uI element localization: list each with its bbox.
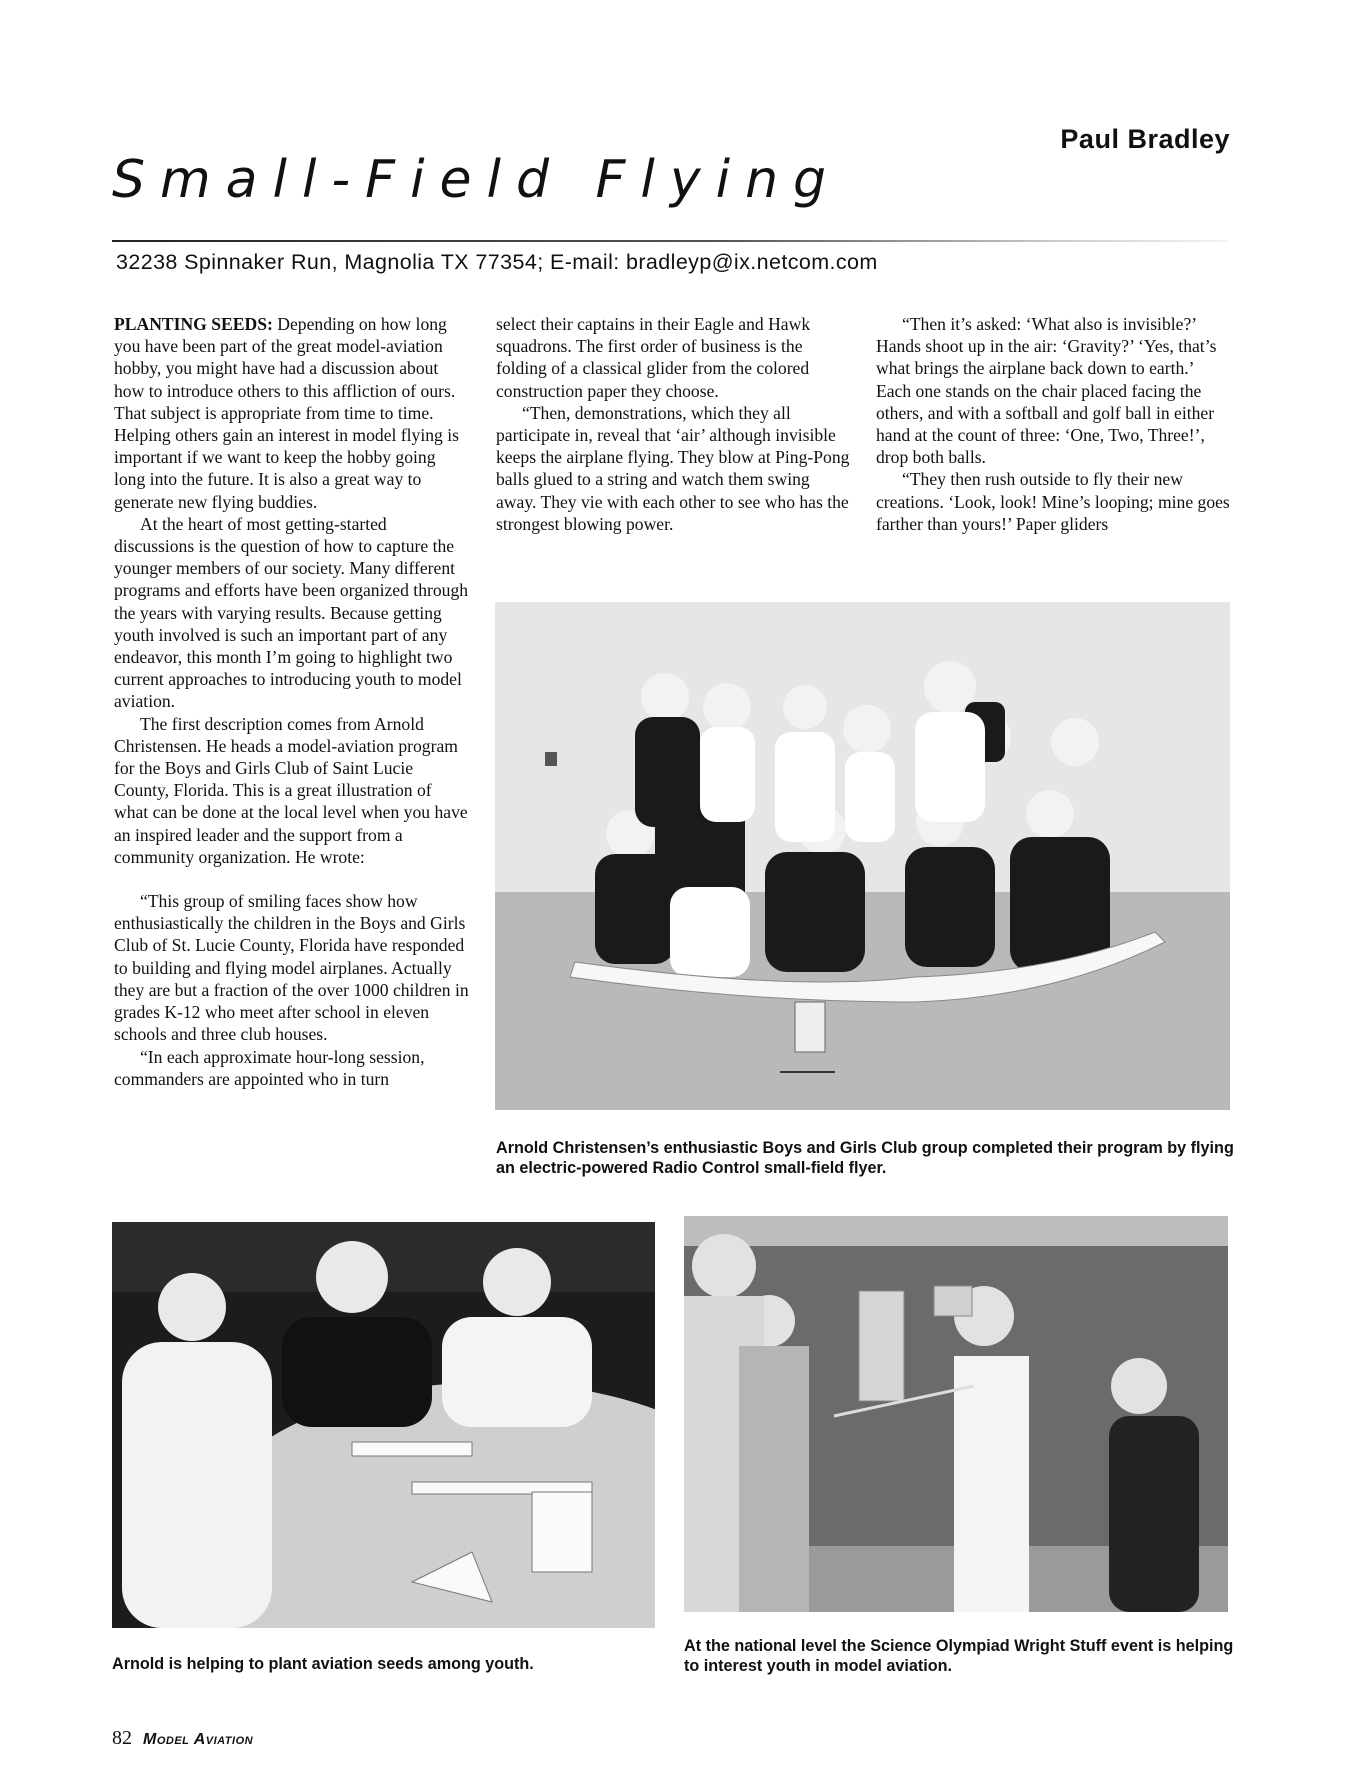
paragraph: “This group of smiling faces show how enthusiastically the children in the Boys and Girls Club of St. Lucie County, Florida have responded to building and flying model airplanes. Actually they are but a fraction of the over 1000 children in grades K-12 who meet after school in eleven schools and three club houses. xyxy=(114,891,469,1045)
olympiad-photo xyxy=(684,1216,1228,1612)
photo-caption-left: Arnold is helping to plant aviation seeds among youth. xyxy=(112,1655,534,1673)
page-number: 82 xyxy=(112,1727,132,1749)
paragraph: “Then it’s asked: ‘What also is invisible?’ Hands shoot up in the air: ‘Gravity?’ ‘Yes, that’s what brings the airplane back down to earth.’ Each one stands on the chair placed facing the others, and with a softball and golf ball in either hand at the count of three: ‘One, Two, Three!’, drop both balls. xyxy=(876,314,1217,468)
paragraph: At the heart of most getting-started discussions is the question of how to capture the younger members of our society. Many different programs and efforts have been organized through the years with varying results. Because getting youth involved is such an important part of any endeavor, this month I’m going to highlight two current approaches to introducing youth to model aviation. xyxy=(114,513,469,712)
paragraph: “Then, demonstrations, which they all participate in, reveal that ‘air’ although invisible keeps the airplane flying. They blow at Ping-Pong balls glued to a string and watch them swing away. They vie with each other to see who has the strongest blowing power. xyxy=(496,402,850,534)
paragraph: “They then rush outside to fly their new creations. ‘Look, look! Mine’s looping; mine goes farther than yours!’ Paper gliders xyxy=(876,469,1230,534)
title-rule xyxy=(112,240,1228,242)
paragraph: select their captains in their Eagle and Hawk squadrons. The first order of business is the folding of a classical glider from the colored construction paper they choose. xyxy=(496,314,811,401)
group-photo xyxy=(495,602,1230,1110)
table-photo xyxy=(112,1222,655,1628)
author-address: 32238 Spinnaker Run, Magnolia TX 77354; E-mail: bradleyp@ix.netcom.com xyxy=(116,250,878,274)
photo-caption-right: At the national level the Science Olympiad Wright Stuff event is helping to interest youth in model aviation. xyxy=(684,1637,1234,1675)
article-title: Small-Field Flying xyxy=(112,150,842,210)
section-lead: PLANTING SEEDS: xyxy=(114,314,273,334)
publication-name: Model Aviation xyxy=(143,1731,254,1748)
text-column-1 xyxy=(114,313,470,1090)
text-column-3 xyxy=(876,313,1232,535)
paragraph: The first description comes from Arnold Christensen. He heads a model-aviation program for the Boys and Girls Club of Saint Lucie County, Florida. This is a great illustration of what can be done at the local level when you have an inspired leader and the support from a community organization. He wrote: xyxy=(114,713,468,867)
page-footer xyxy=(112,1727,253,1750)
paragraph: “In each approximate hour-long session, commanders are appointed who in turn xyxy=(114,1046,425,1089)
paragraph xyxy=(114,313,470,513)
paragraph-text: Depending on how long you have been part of the great model-aviation hobby, you might have had a discussion about how to introduce others to this affliction of ours. That subject is appropriate from time to time. Helping others gain an interest in model flying is important if we want to keep the hobby going long into the future. It is also a great way to generate new flying buddies. xyxy=(114,314,459,512)
photo-caption-main: Arnold Christensen’s enthusiastic Boys and Girls Club group completed their program by flying an electric-powered Radio Control small-field flyer. xyxy=(496,1139,1234,1177)
text-column-2 xyxy=(496,313,854,535)
author-name: Paul Bradley xyxy=(1060,124,1230,154)
